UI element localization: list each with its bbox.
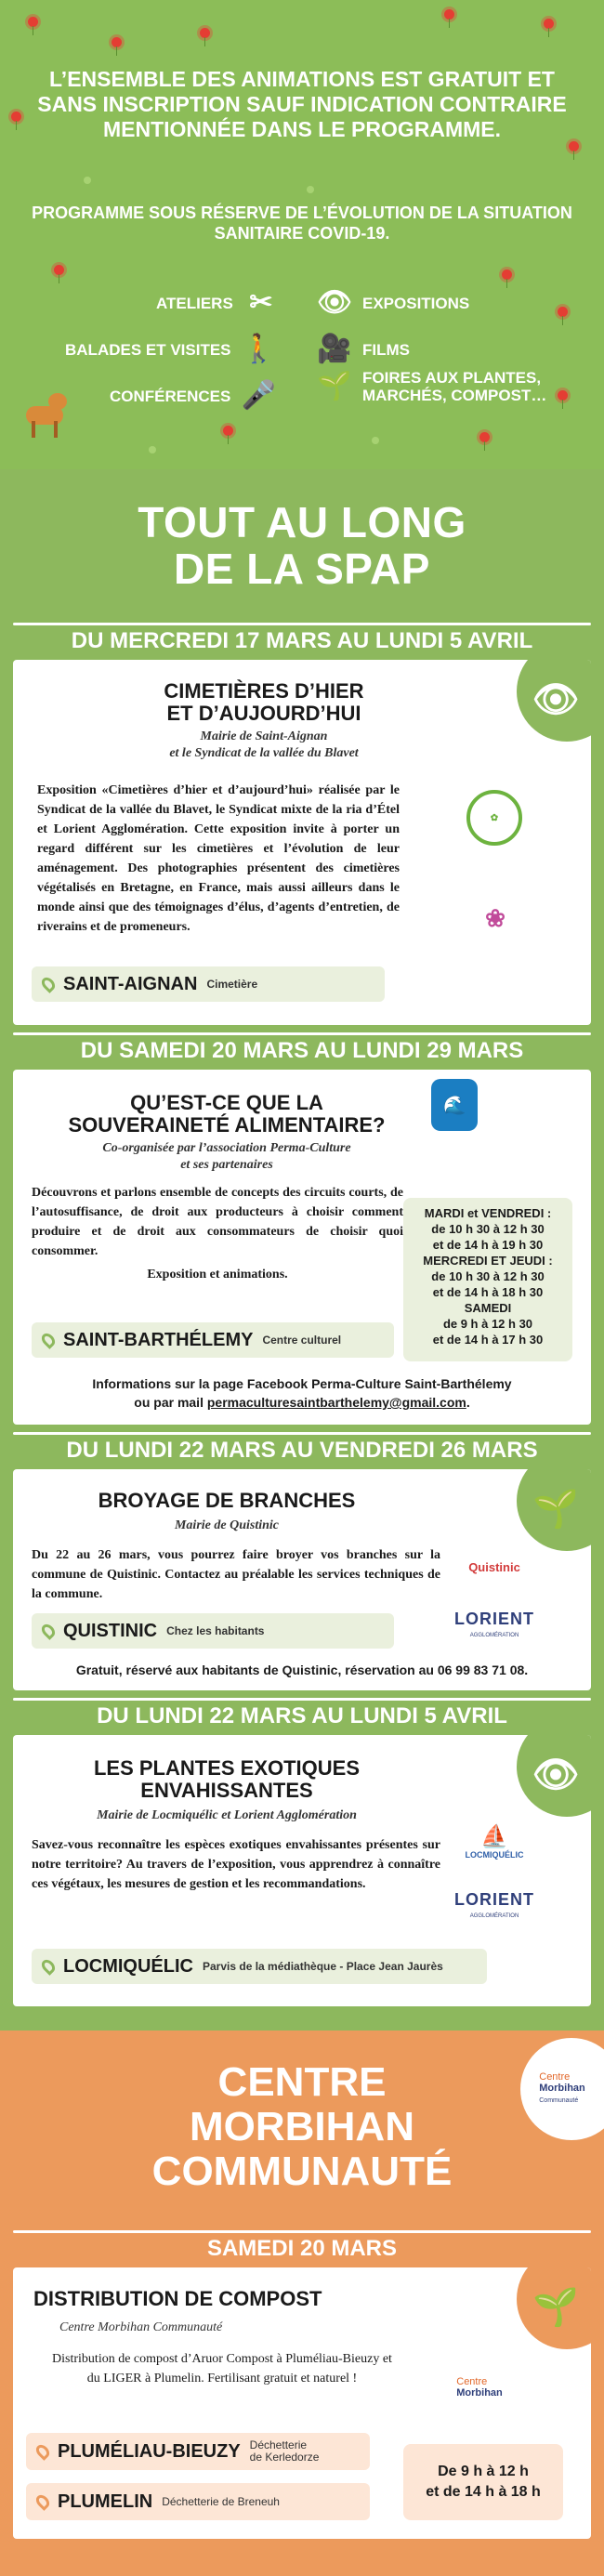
hours-line: De 9 h à 12 h	[438, 2464, 529, 2479]
flower-decoration	[558, 307, 568, 317]
deer-illustration	[20, 388, 72, 438]
legend-balades	[65, 331, 280, 368]
flower-decoration	[544, 19, 554, 29]
section-title-line: DE LA SPAP	[174, 545, 430, 593]
event-booking-note: Gratuit, réservé aux habitants de Quistinic, réservation au 06 99 83 71 08.	[75, 1663, 529, 1677]
logo-text-line: Communauté	[539, 2097, 579, 2104]
event-location	[26, 2483, 370, 2520]
note-line: Informations sur la page Facebook Perma-Culture Saint-Barthélemy	[92, 1376, 512, 1391]
hours-line: et de 14 h à 19 h 30	[432, 1238, 544, 1252]
location-detail-line: Déchetterie	[249, 2438, 308, 2451]
event-title-line: LES PLANTES EXOTIQUES	[93, 1756, 361, 1780]
event-description: Distribution de compost d’Aruor Compost à Pluméliau-Bieuzy et du LIGER à Plumelin. Fertilisant gratuit et naturel !	[52, 2352, 392, 2385]
hours-line: de 10 h 30 à 12 h 30	[431, 1222, 545, 1236]
lorient-agglomeration-logo	[450, 1891, 539, 1925]
section-title-line: TOUT AU LONG	[138, 498, 466, 546]
section-title-line: CENTRE	[217, 2059, 387, 2105]
event-organizer-line: et ses partenaires	[180, 1158, 273, 1172]
location-detail-line: de Kerledorze	[249, 2451, 320, 2464]
ria-etel-logo: ❀	[485, 903, 506, 932]
hours-line: SAMEDI	[464, 1301, 512, 1315]
legend-label	[362, 369, 546, 404]
event-organizer	[32, 1140, 422, 1174]
grass-decoration	[307, 186, 314, 193]
event-organizer: Mairie de Quistinic	[174, 1518, 279, 1532]
event-organizer: Mairie de Locmiquélic et Lorient Agglomération	[97, 1808, 357, 1822]
event-title-line: SOUVERAINETÉ ALIMENTAIRE?	[68, 1113, 386, 1137]
logo-text: LORIENT	[454, 1610, 534, 1628]
hiker-icon: 🚶	[241, 334, 277, 364]
event-title-line: ET D’AUJOURD’HUI	[166, 702, 361, 725]
tools-icon: ✂	[249, 287, 273, 318]
legend-label-line: FOIRES AUX PLANTES,	[362, 369, 542, 387]
event-title: BROYAGE DE BRANCHES	[98, 1489, 356, 1512]
syndicat-blavet-logo: ✿	[466, 790, 522, 846]
hours-block	[426, 2462, 541, 2503]
quistinic-logo	[448, 1544, 541, 1590]
event-title-line: CIMETIÈRES D’HIER	[164, 679, 364, 703]
locmiquelic-logo	[448, 1813, 541, 1869]
event-organizer: Centre Morbihan Communauté	[59, 2320, 223, 2334]
legend-label: CONFÉRENCES	[110, 387, 231, 405]
location-detail: Déchetterie de Breneuh	[162, 2494, 280, 2508]
legend-label: BALADES ET VISITES	[65, 340, 231, 359]
event-description-extra: Exposition et animations.	[147, 1268, 288, 1281]
event-title-line: ENVAHISSANTES	[140, 1779, 313, 1802]
note-line: .	[466, 1395, 470, 1410]
flower-decoration	[502, 269, 512, 280]
event-location	[32, 1613, 394, 1649]
legend-label: EXPOSITIONS	[362, 294, 470, 312]
event-date-header: SAMEDI 20 MARS	[0, 2230, 604, 2267]
event-organizer-line: Co-organisée par l’association Perma-Culture	[102, 1141, 351, 1155]
hours-line: et de 14 h à 18 h	[426, 2484, 541, 2500]
logo-text	[539, 2071, 585, 2107]
flower-decoration	[200, 28, 210, 38]
section-header	[0, 2031, 604, 2230]
location-name: SAINT-AIGNAN	[63, 973, 198, 994]
flower-decoration	[569, 141, 579, 151]
location-pin-icon	[39, 1331, 58, 1349]
section-title	[0, 2060, 604, 2194]
event-organizer	[50, 729, 478, 762]
location-detail: Chez les habitants	[166, 1623, 265, 1637]
flower-decoration	[11, 112, 21, 122]
eye-icon: 👁	[517, 1735, 591, 1817]
logo-text-line: Centre	[456, 2376, 488, 2387]
flower-decoration	[28, 17, 38, 27]
event-location	[32, 1949, 487, 1984]
hours-line: MARDI et VENDREDI :	[424, 1206, 552, 1220]
event-description: Du 22 au 26 mars, vous pourrez faire broyer vos branches sur la commune de Quistinic. Contactez au préalable les services techniques de la commune.	[32, 1548, 440, 1601]
logo-text-line: Morbihan	[539, 2083, 585, 2094]
hours-line: de 10 h 30 à 12 h 30	[431, 1269, 545, 1283]
legend-label: ATELIERS	[156, 294, 233, 312]
grass-decoration	[149, 446, 156, 453]
flower-decoration	[54, 265, 64, 275]
legend-conferences	[110, 377, 279, 414]
camera-icon: 🎥	[317, 334, 352, 364]
section-centre-morbihan	[0, 2031, 604, 2576]
location-pin-icon	[33, 2492, 52, 2511]
location-detail: Centre culturel	[262, 1333, 342, 1347]
legend-ateliers	[156, 284, 282, 322]
location-pin-icon	[33, 2442, 52, 2461]
event-title: DISTRIBUTION DE COMPOST	[33, 2287, 322, 2310]
logo-text	[456, 2376, 503, 2399]
covid-disclaimer: PROGRAMME SOUS RÉSERVE DE L’ÉVOLUTION DE LA SITUATION SANITAIRE COVID-19.	[32, 204, 572, 243]
event-organizer-line: et le Syndicat de la vallée du Blavet	[169, 746, 359, 760]
event-card-plantes-exotiques	[13, 1735, 591, 2006]
location-name: SAINT-BARTHÉLEMY	[63, 1329, 254, 1350]
event-card-compost	[13, 2267, 591, 2539]
logo-text: LOCMIQUÉLIC	[465, 1849, 524, 1860]
section-title-line: COMMUNAUTÉ	[151, 2149, 453, 2194]
grass-decoration	[84, 177, 91, 184]
event-description: Découvrons et parlons ensemble de concepts des circuits courts, de l’autosuffisance, de droit aux producteurs à choisir comment produire et de droit aux consommateurs de choisir quoi consommer.	[32, 1186, 403, 1258]
legend-films	[314, 331, 410, 368]
flower-decoration	[479, 432, 490, 442]
section-title-line: MORBIHAN	[190, 2104, 414, 2149]
eye-icon: 👁	[517, 660, 591, 742]
event-organizer-line: Mairie de Saint-Aignan	[200, 729, 328, 743]
intro-banner	[0, 0, 604, 469]
legend-label: FILMS	[362, 340, 410, 359]
hours-line: de 9 h à 12 h 30	[442, 1317, 533, 1331]
event-title-line: QU’EST-CE QUE LA	[130, 1091, 323, 1114]
event-card-broyage	[13, 1469, 591, 1690]
plant-pot-icon: 🌱	[517, 1469, 591, 1551]
event-location	[26, 2433, 370, 2470]
legend-label-line: MARCHÉS, COMPOST…	[362, 387, 547, 404]
legend-foires	[314, 368, 546, 405]
event-date-header: DU LUNDI 22 MARS AU LUNDI 5 AVRIL	[0, 1698, 604, 1735]
section-title	[0, 499, 604, 592]
location-pin-icon	[39, 1622, 58, 1640]
hours-line: et de 14 h à 17 h 30	[432, 1333, 544, 1347]
section-spap	[0, 469, 604, 2031]
location-detail: Parvis de la médiathèque - Place Jean Jaurès	[203, 1959, 443, 1973]
perma-culture-logo: 🌊	[431, 1079, 478, 1131]
flower-decoration	[558, 390, 568, 401]
centre-morbihan-logo	[433, 2364, 526, 2411]
event-title	[50, 680, 478, 725]
logo-subtext: AGGLOMÉRATION	[469, 1633, 519, 1638]
hours-line: et de 14 h à 18 h 30	[432, 1285, 544, 1299]
lorient-agglomeration-logo	[450, 1610, 539, 1644]
location-pin-icon	[39, 1957, 58, 1976]
microphone-icon: 🎤	[241, 380, 277, 411]
opening-hours	[403, 2444, 563, 2520]
legend-expositions	[314, 284, 469, 322]
flower-decoration	[223, 426, 233, 436]
event-date-header: DU SAMEDI 20 MARS AU LUNDI 29 MARS	[0, 1032, 604, 1070]
event-date-header: DU MERCREDI 17 MARS AU LUNDI 5 AVRIL	[0, 623, 604, 660]
event-title	[32, 1757, 422, 1802]
event-description: Savez-vous reconnaître les espèces exotiques envahissantes présentes sur notre territoire? Au travers de l’exposition, vous apprendrez à connaître ces végétaux, les mesures de gestion et les recommandations.	[32, 1838, 440, 1891]
section-header	[0, 469, 604, 623]
event-location	[32, 1322, 394, 1358]
flower-decoration	[444, 9, 454, 20]
intro-text: L’ENSEMBLE DES ANIMATIONS EST GRATUIT ET SANS INSCRIPTION SAUF INDICATION CONTRAIRE MENTIONNÉE DANS LE PROGRAMME.	[37, 67, 567, 141]
location-pin-icon	[39, 975, 58, 993]
note-line: ou par mail	[134, 1395, 204, 1410]
location-detail: Cimetière	[206, 977, 258, 991]
event-contact-note	[22, 1374, 582, 1412]
logo-subtext: AGGLOMÉRATION	[469, 1913, 519, 1919]
hours-line: MERCREDI ET JEUDI :	[423, 1254, 553, 1268]
logo-text: LORIENT	[454, 1890, 534, 1909]
wave-icon: ⛵	[480, 1823, 508, 1849]
event-card-cimetieres	[13, 660, 591, 1025]
email-link[interactable]: permaculturesaintbarthelemy@gmail.com	[206, 1395, 466, 1410]
location-name: LOCMIQUÉLIC	[63, 1955, 193, 1977]
event-description: Exposition «Cimetières d’hier et d’aujourd’hui» réalisée par le Syndicat de la vallée du Blavet, le Syndicat mixte de la ria d’Étel et Lorient Agglomération. Cette exposition invite à porter un regard différent sur les cimetières et l’évolution de leur aménagement. Des photographies présentent des cimetières végétalisés en Bretagne, en France, mais aussi ailleurs dans le monde ainsi que des témoignages d’élus, d’agents d’entretien, de riverains et de promeneurs.	[37, 783, 400, 934]
location-name: QUISTINIC	[63, 1620, 158, 1641]
plant-pot-icon: 🌱	[517, 2267, 591, 2349]
logo-text-line: Morbihan	[456, 2387, 503, 2399]
logo-text: Quistinic	[468, 1559, 520, 1574]
event-date-header: DU LUNDI 22 MARS AU VENDREDI 26 MARS	[0, 1432, 604, 1469]
event-title	[32, 1092, 422, 1137]
event-card-souverainete	[13, 1070, 591, 1425]
flower-decoration	[112, 37, 122, 47]
location-detail	[250, 2439, 320, 2464]
opening-hours	[403, 1198, 572, 1361]
event-location	[32, 966, 385, 1002]
location-name: PLUMÉLIAU-BIEUZY	[58, 2440, 241, 2462]
grass-decoration	[372, 437, 379, 444]
plant-pot-icon: 🌱	[317, 371, 352, 401]
logo-text-line: Centre	[539, 2071, 571, 2083]
location-name: PLUMELIN	[58, 2491, 153, 2512]
eye-icon: 👁	[316, 287, 353, 318]
